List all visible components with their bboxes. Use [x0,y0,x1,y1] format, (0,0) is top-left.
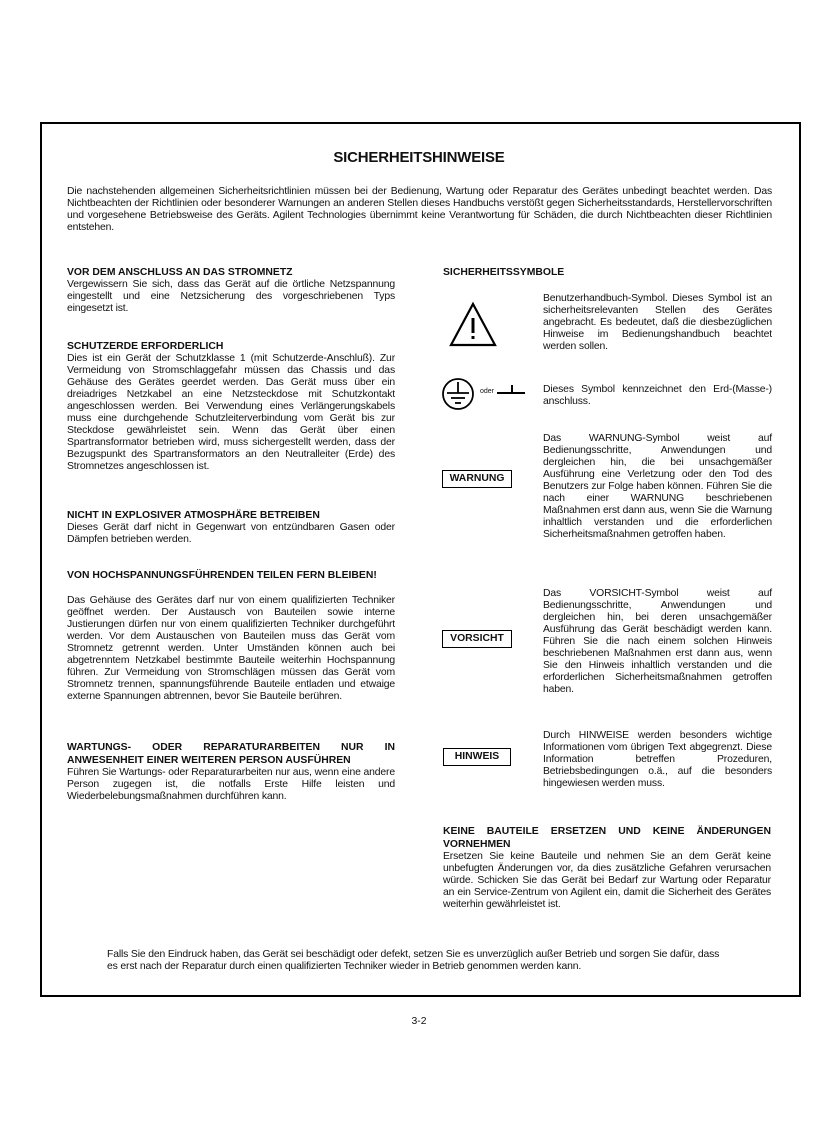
section-heading-maintenance: WARTUNGS- ODER REPARATURARBEITEN NUR IN ANWESENHEIT EINER WEITEREN PERSON AUSFÜHREN [67,742,395,766]
ground-symbol-icon [441,377,475,411]
manual-symbol-text: Benutzerhandbuch-Symbol. Dieses Symbol ist an sicherheitsrelevanten Stellen des Gerätes angebracht. Es bedeutet, daß die diesbezüglichen Hinweise im Bedienungshandbuch beachtet werden sollen. [543,293,772,352]
section-body-maintenance: Führen Sie Wartungs- oder Reparaturarbeiten nur aus, wenn eine andere Person zugegen ist, die notfalls Erste Hilfe leisten und Wiederbelebungsmaßnahmen durchführen kann. [67,767,395,802]
note-label-box: HINWEIS [443,748,511,766]
section-heading-explosive: NICHT IN EXPLOSIVER ATMOSPHÄRE BETREIBEN [67,510,320,521]
section-body-ground: Dies ist ein Gerät der Schutzklasse 1 (mit Schutzerde-Anschluß). Zur Vermeidung von Stromschlaggefahr müssen das Chassis und das Gehäuse des Gerätes geerdet werden. Das Gerät muss über ein dreiadriges Netzkabel an eine Netzsteckdose mit Schutzkontakt angeschlossen werden. Bei Verwendung eines Verlängerungskabels muss eine durchgehende Schutzleiterverbindung vom Gerät bis zur Steckdose gewährleistet sein. Wenn das Gerät über einen Spartransformator betrieben wird, muss sichergestellt werden, dass der Bezugspunkt des Spartransformators an den Neutralleiter (Erde) des Stromnetzes angeschlossen ist. [67,353,395,472]
no-modifications-heading: KEINE BAUTEILE ERSETZEN UND KEINE ÄNDERUNGEN VORNEHMEN [443,826,771,850]
note-symbol-text: Durch HINWEISE werden besonders wichtige Informationen vom übrigen Text abgegrenzt. Diese Information betreffen Prozeduren, Betriebsbedingungen o.ä., auf die besonders hingewiesen werden muss. [543,730,772,789]
page-title: SICHERHEITSHINWEISE [333,149,505,166]
ground-or-label: oder [480,388,495,395]
caution-symbol-text: Das VORSICHT-Symbol weist auf Bedienungsschritte, Anwendungen und dergleichen hin, bei deren unsachgemäßer Ausführung das Gerät beschädigt werden kann. Führen Sie die nach einem solchen Hinweis beschriebenen Maßnahmen erst dann aus, wenn Sie den Hinweis inhaltlich verstanden und die erforderlichen Sicherheitsmaßnahmen getroffen haben. [543,588,772,695]
ground-symbol-text: Dieses Symbol kennzeichnet den Erd-(Masse-) anschluss. [543,384,772,407]
symbols-heading: SICHERHEITSSYMBOLE [443,267,565,278]
page-number: 3-2 [411,1016,427,1027]
section-heading-ground: SCHUTZERDE ERFORDERLICH [67,341,224,352]
chassis-ground-icon [497,384,525,396]
section-heading-power: VOR DEM ANSCHLUSS AN DAS STROMNETZ [67,267,293,278]
intro-paragraph: Die nachstehenden allgemeinen Sicherheitsrichtlinien müssen bei der Bedienung, Wartung oder Reparatur des Gerätes unbedingt beachtet werden. Das Nichtbeachten der Richtlinien oder besonderer Warnungen an anderen Stellen dieses Handbuchs verstößt gegen Sicherheitsstandards, Herstellervorschriften und vorgesehene Betriebsweise des Geräts. Agilent Technologies übernimmt keine Verantwortung für Schäden, die durch Nichtbeachten dieser Richtlinien entstehen. [67,186,772,233]
no-modifications-body: Ersetzen Sie keine Bauteile und nehmen Sie an dem Gerät keine unbefugten Änderungen vor, da dies zusätzliche Gefahren verursachen würde. Schicken Sie das Gerät bei Bedarf zur Wartung oder Reparatur an ein Service-Zentrum von Agilent ein, damit die Sicherheit des Gerätes weiterhin gewährleistet ist. [443,851,771,910]
warning-label-box: WARNUNG [442,470,512,488]
section-body-explosive: Dieses Gerät darf nicht in Gegenwart von entzündbaren Gasen oder Dämpfen betrieben werden. [67,522,395,545]
warning-symbol-text: Das WARNUNG-Symbol weist auf Bedienungsschritte, Anwendungen und dergleichen hin, die bei unsachgemäßer Ausführung eine Verletzung oder den Tod des Benutzers zur Folge haben können. Führen Sie die nach einer WARNUNG beschriebenen Maßnahmen erst dann aus, wenn Sie die Warnung inhaltlich verstanden und die erforderlichen Sicherheitsmaßnahmen getroffen haben. [543,433,772,540]
section-heading-high-voltage: VON HOCHSPANNUNGSFÜHRENDEN TEILEN FERN BLEIBEN! [67,570,377,581]
section-body-high-voltage: Das Gehäuse des Gerätes darf nur von einem qualifizierten Techniker geöffnet werden. Der Austausch von Bauteilen sowie interne Justierungen dürfen nur von einem qualifizierten Techniker durchgeführt werden. Vor dem Austauschen von Bauteilen muss das Gerät vom Stromnetz getrennt werden. Unter Umständen können auch bei abgetrenntem Netzkabel bestimmte Bauteile weiterhin Hochspannung führen. Zur Vermeidung von Stromschlägen müssen das Gerät vom Stromnetz trennen, spannungsführende Bauteile entladen und etwaige externe Spannungen abtrennen, bevor Sie Bauteile berühren. [67,595,395,702]
warning-triangle-icon [449,301,497,347]
caution-label-box: VORSICHT [442,630,512,648]
footer-note: Falls Sie den Eindruck haben, das Gerät sei beschädigt oder defekt, setzen Sie es unverzüglich außer Betrieb und sorgen Sie dafür, dass es erst nach der Reparatur durch einen qualifizierten Techniker wieder in Betrieb genommen werden kann. [107,949,720,972]
section-body-power: Vergewissern Sie sich, dass das Gerät auf die örtliche Netzspannung eingestellt und eine Netzsicherung des vorgeschriebenen Typs eingesetzt ist. [67,279,395,314]
